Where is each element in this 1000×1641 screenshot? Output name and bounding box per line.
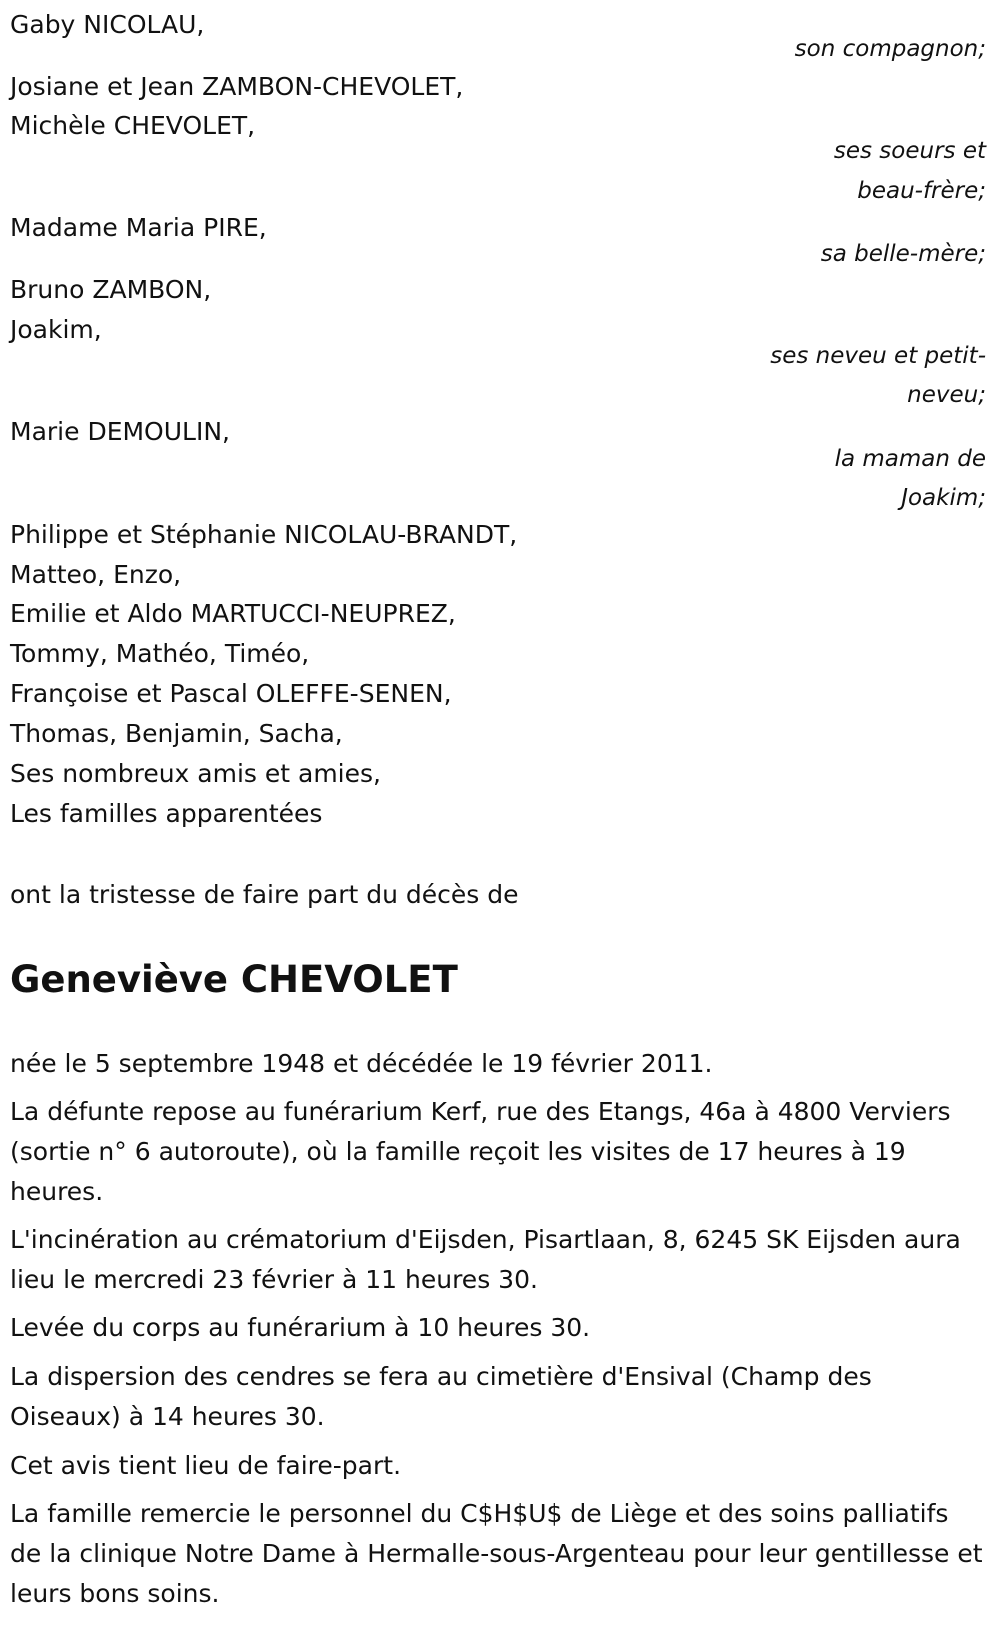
birth-death-dates: née le 5 septembre 1948 et décédée le 19 février 2011. <box>10 1049 713 1078</box>
deceased-name: Geneviève CHEVOLET <box>10 958 458 1001</box>
family-member: Madame Maria PIRE, <box>10 213 267 242</box>
relation-label: sa belle-mère; <box>820 241 986 267</box>
family-member: Matteo, Enzo, <box>10 560 182 589</box>
family-member: Françoise et Pascal OLEFFE-SENEN, <box>10 679 452 708</box>
family-member: Gaby NICOLAU, <box>10 10 205 39</box>
family-member: Emilie et Aldo MARTUCCI-NEUPREZ, <box>10 599 456 628</box>
family-member: Michèle CHEVOLET, <box>10 111 256 140</box>
relation-label: ses neveu et petit- <box>770 343 986 369</box>
family-member: Thomas, Benjamin, Sacha, <box>10 719 343 748</box>
ashes-dispersal-info: La dispersion des cendres se fera au cimetière d'Ensival (Champ des Oiseaux) à 14 heures 30. <box>10 1362 872 1431</box>
notice-statement: Cet avis tient lieu de faire-part. <box>10 1451 402 1480</box>
family-member: Marie DEMOULIN, <box>10 417 230 446</box>
relation-label: Joakim; <box>901 485 986 511</box>
cremation-info: L'incinération au crématorium d'Eijsden, Pisartlaan, 8, 6245 SK Eijsden aura lieu le mercredi 23 février à 11 heures 30. <box>10 1225 961 1294</box>
family-member: Tommy, Mathéo, Timéo, <box>10 639 310 668</box>
family-member: Josiane et Jean ZAMBON-CHEVOLET, <box>10 72 464 101</box>
family-member: Philippe et Stéphanie NICOLAU-BRANDT, <box>10 520 518 549</box>
relation-label: son compagnon; <box>794 36 986 62</box>
relation-label: beau-frère; <box>857 178 986 204</box>
family-member: Ses nombreux amis et amies, <box>10 759 381 788</box>
thanks-paragraph: La famille remercie le personnel du C$H$U$ de Liège et des soins palliatifs de la clinique Notre Dame à Hermalle-sous-Argenteau pour leur gentillesse et leurs bons soins. <box>10 1499 983 1608</box>
relation-label: ses soeurs et <box>833 138 986 164</box>
funerarium-info: La défunte repose au funérarium Kerf, rue des Etangs, 46a à 4800 Verviers (sortie n° 6 autoroute), où la famille reçoit les visites de 17 heures à 19 heures. <box>10 1097 951 1206</box>
body-removal-info: Levée du corps au funérarium à 10 heures 30. <box>10 1313 591 1342</box>
announcement-text: ont la tristesse de faire part du décès de <box>10 880 519 909</box>
family-member: Bruno ZAMBON, <box>10 275 212 304</box>
family-member: Les familles apparentées <box>10 799 323 828</box>
relation-label: neveu; <box>907 382 986 408</box>
relation-label: la maman de <box>834 446 986 472</box>
family-member: Joakim, <box>10 315 102 344</box>
